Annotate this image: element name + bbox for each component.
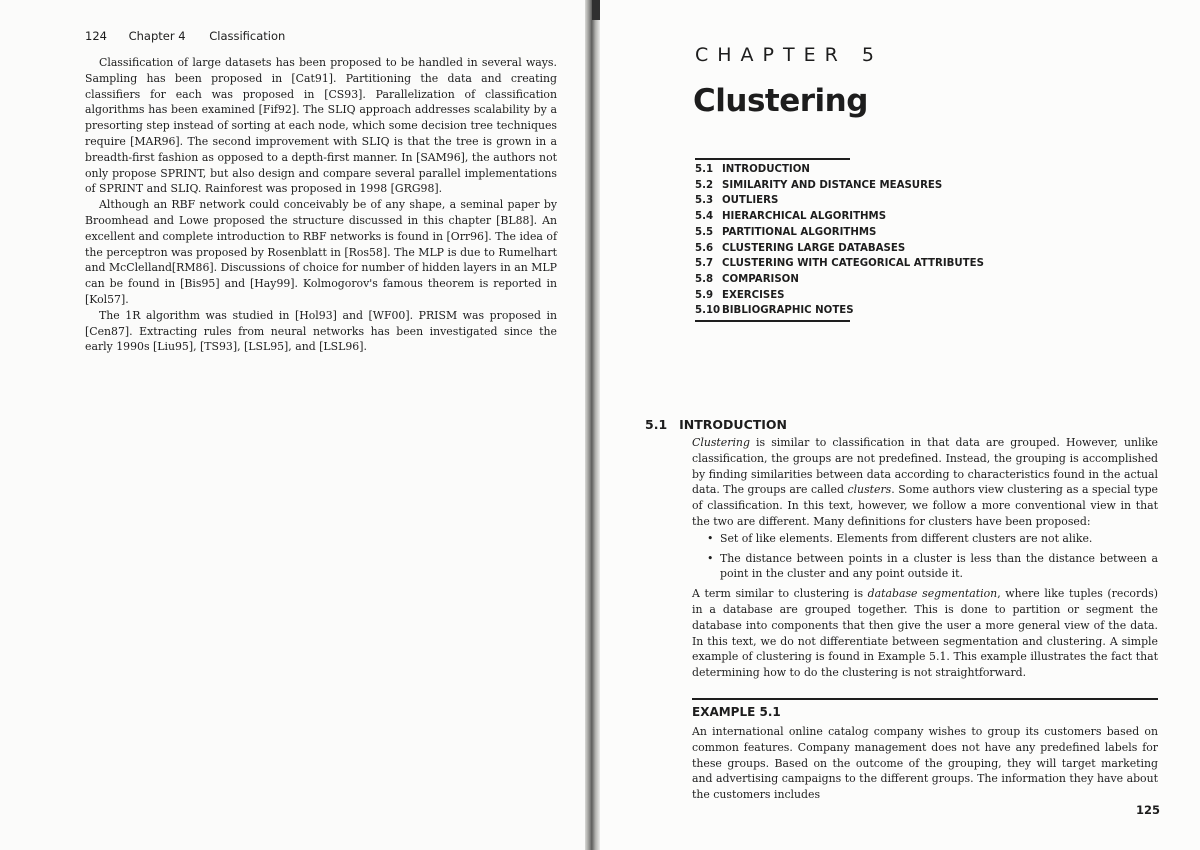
toc-item-number: 5.3 [695, 195, 714, 207]
term-clusters: clusters [847, 483, 892, 497]
toc-top-rule [695, 158, 850, 160]
intro-text: is similar to classification in that data are grouped. However, unlike classification, the groups are not predefined. Instead, the grouping is accomplished by finding similarities between data according to characteristics found in the actual data. The groups are called [692, 436, 1158, 497]
toc-item-title: CLUSTERING WITH CATEGORICAL ATTRIBUTES [722, 258, 984, 270]
left-paragraph: Although an RBF network could conceivably be of any shape, a seminal paper by Broomhead and Lowe proposed the structure discussed in this chapter [BL88]. An excellent and complete introduction to RBF networks is found in [Orr96]. The idea of the perceptron was proposed by Rosenblatt in [Ros58]. The MLP is due to Rumelhart and McClelland[RM86]. Discussions of choice for number of hidden layers in an MLP can be found in [Bis95] and [Hay99]. Kolmogorov's famous theorem is reported in [Kol57]. [85, 198, 557, 306]
left-body-text [85, 55, 557, 355]
section-number: 5.1 [645, 417, 668, 432]
toc-item [695, 193, 1025, 209]
example-heading: EXAMPLE 5.1 [692, 705, 781, 719]
list-item [707, 531, 1158, 547]
section-title: INTRODUCTION [679, 417, 788, 432]
bullet-icon: • [707, 531, 714, 545]
section-heading [645, 417, 787, 432]
toc-item-title: EXERCISES [722, 289, 785, 301]
toc-item-number: 5.6 [695, 242, 714, 254]
book-gutter [585, 0, 600, 850]
term-database-segmentation: database segmentation [867, 587, 998, 601]
para2-text: A term similar to clustering is [692, 587, 868, 601]
toc-item-number: 5.7 [695, 258, 714, 270]
chapter-title: Clustering [693, 83, 868, 119]
chapter-label: CHAPTER 5 [695, 44, 883, 66]
toc-item [695, 256, 1025, 272]
right-body-text [692, 435, 1158, 681]
toc-item [695, 162, 1025, 178]
example-rule [692, 698, 1158, 700]
segmentation-paragraph [692, 586, 1158, 681]
toc-item-title: PARTITIONAL ALGORITHMS [722, 226, 877, 238]
left-running-head [85, 29, 285, 43]
toc-item [695, 241, 1025, 257]
example-paragraph: An international online catalog company wishes to group its customers based on common features. Company management does not have any predefined labels for these groups. Based on the outcome of the grouping, they will target marketing and advertising campaigns to the different groups. The information they have about the customers includes [692, 725, 1158, 802]
toc-item [695, 303, 1025, 319]
left-page [0, 0, 585, 850]
term-clustering: Clustering [692, 436, 750, 449]
left-paragraph: Classification of large datasets has been proposed to be handled in several ways. Sampling has been proposed in [Cat91]. Partitioning the data and creating classifiers for each was proposed in [CS93]. Parallelization of classification algorithms has been examined [Fif92]. The SLIQ approach addresses scalability by a presorting step instead of sorting at each node, which some decision tree techniques require [MAR96]. The second improvement with SLIQ is that the tree is grown in a breadth-first fashion as opposed to a depth-first manner. In [SAM96], the authors not only propose SPRINT, but also design and compare several parallel implementations of SPRINT and SLIQ. Rainforest was proposed in 1998 [GRG98]. [85, 56, 557, 196]
toc-item-number: 5.5 [695, 226, 714, 238]
toc-item-number: 5.1 [695, 164, 714, 175]
toc-item [695, 209, 1025, 225]
toc-item-title: HIERARCHICAL ALGORITHMS [722, 211, 887, 223]
running-head-chapter: Chapter 4 [128, 29, 186, 43]
left-page-number: 124 [85, 29, 107, 43]
toc-item [695, 178, 1025, 194]
toc-item-number: 5.8 [695, 273, 714, 285]
intro-paragraph [692, 435, 1158, 530]
left-paragraph: The 1R algorithm was studied in [Hol93] and [WF00]. PRISM was proposed in [Cen87]. Extracting rules from neural networks has been investigated since the early 1990s [Liu95], [TS93], [LSL95], and [LSL96]. [85, 308, 557, 354]
toc-item-number: 5.2 [695, 179, 714, 191]
running-head-chapter-name: Classification [209, 29, 286, 43]
intro-text-cont: . Some authors view clustering as a special type of classification. In this text, however, we follow a more conventional view in that the two are different. Many definitions for clusters have been proposed: [692, 483, 1158, 528]
right-page-number: 125 [1136, 803, 1161, 817]
list-item-text: The distance between points in a cluster is less than the distance between a point in the cluster and any point outside it. [720, 551, 1158, 581]
toc-item-number: 5.4 [695, 211, 714, 223]
cluster-definitions-list [692, 531, 1158, 582]
para2-text-cont: , where like tuples (records) in a database are grouped together. This is done to partition or segment the database into components that then give the user a more general view of the data. In this text, we do not differentiate between segmentation and clustering. A simple example of clustering is found in Example 5.1. This example illustrates the fact that determining how to do the clustering is not straightforward. [692, 587, 1159, 680]
toc-item [695, 225, 1025, 241]
toc-bottom-rule [695, 320, 850, 322]
toc-item-title: COMPARISON [722, 273, 799, 285]
toc-item-title: INTRODUCTION [722, 164, 810, 175]
toc-item-number: 5.10 [695, 305, 721, 317]
toc-item-title: BIBLIOGRAPHIC NOTES [722, 305, 854, 317]
toc-item [695, 288, 1025, 304]
example-body [692, 724, 1158, 803]
toc-item-number: 5.9 [695, 289, 714, 301]
list-item [707, 551, 1158, 583]
toc-item-title: CLUSTERING LARGE DATABASES [722, 242, 906, 254]
toc-item [695, 272, 1025, 288]
toc-item-title: OUTLIERS [722, 195, 779, 207]
bullet-icon: • [707, 551, 714, 565]
chapter-contents [695, 162, 1025, 319]
toc-item-title: SIMILARITY AND DISTANCE MEASURES [722, 179, 943, 191]
list-item-text: Set of like elements. Elements from different clusters are not alike. [720, 531, 1093, 545]
